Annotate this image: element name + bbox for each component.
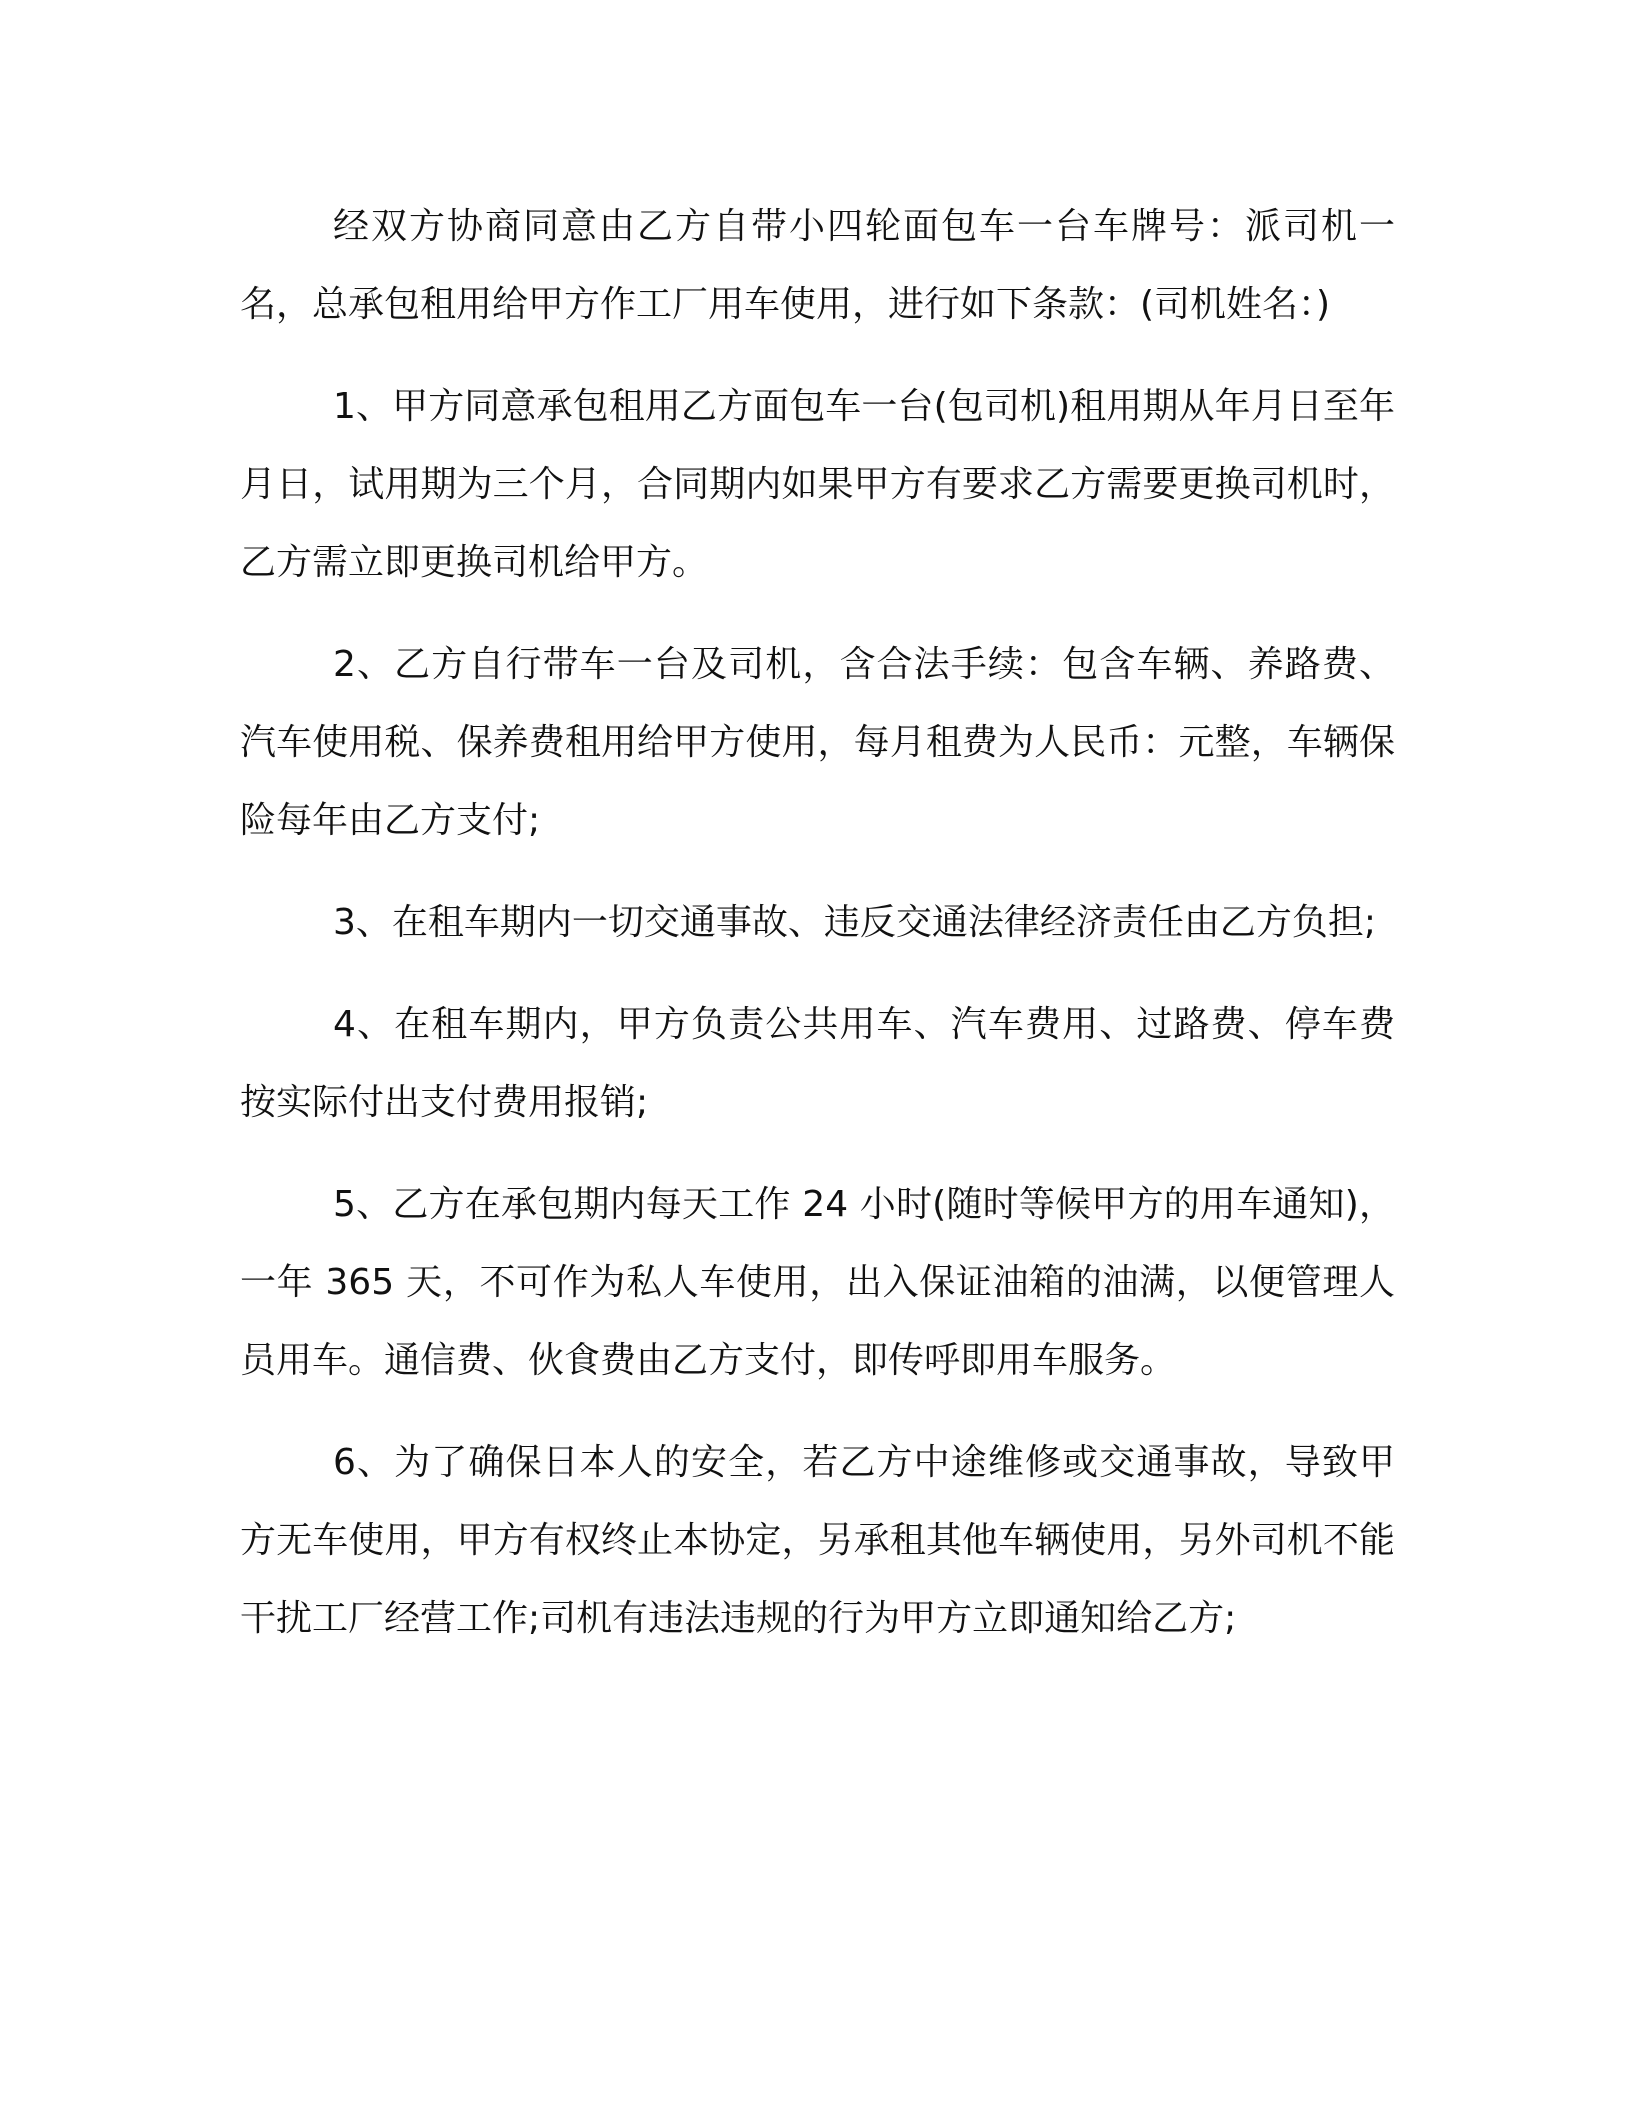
clause-6-paragraph: 6、为了确保日本人的安全，若乙方中途维修或交通事故，导致甲方无车使用，甲方有权终止本协定，另承租其他车辆使用，另外司机不能干扰工厂经营工作;司机有违法违规的行为甲方立即通知给乙方; <box>240 1442 1395 1639</box>
clause-5-paragraph: 5、乙方在承包期内每天工作 24 小时(随时等候甲方的用车通知)，一年 365 天，不可作为私人车使用，出入保证油箱的油满，以便管理人员用车。通信费、伙食费由乙方支付，即传呼即用车服务。 <box>240 1184 1395 1381</box>
document-body <box>240 188 1395 1682</box>
clause-3-paragraph: 3、在租车期内一切交通事故、违反交通法律经济责任由乙方负担; <box>333 902 1377 943</box>
intro-paragraph: 经双方协商同意由乙方自带小四轮面包车一台车牌号：派司机一名，总承包租用给甲方作工厂用车使用，进行如下条款：(司机姓名：) <box>240 206 1395 325</box>
clause-2-paragraph: 2、乙方自行带车一台及司机，含合法手续：包含车辆、养路费、汽车使用税、保养费租用给甲方使用，每月租费为人民币：元整，车辆保险每年由乙方支付; <box>240 644 1395 841</box>
clause-4-paragraph: 4、在租车期内，甲方负责公共用车、汽车费用、过路费、停车费按实际付出支付费用报销; <box>240 1004 1395 1123</box>
clause-1-paragraph: 1、甲方同意承包租用乙方面包车一台(包司机)租用期从年月日至年月日，试用期为三个月，合同期内如果甲方有要求乙方需要更换司机时，乙方需立即更换司机给甲方。 <box>240 386 1395 583</box>
